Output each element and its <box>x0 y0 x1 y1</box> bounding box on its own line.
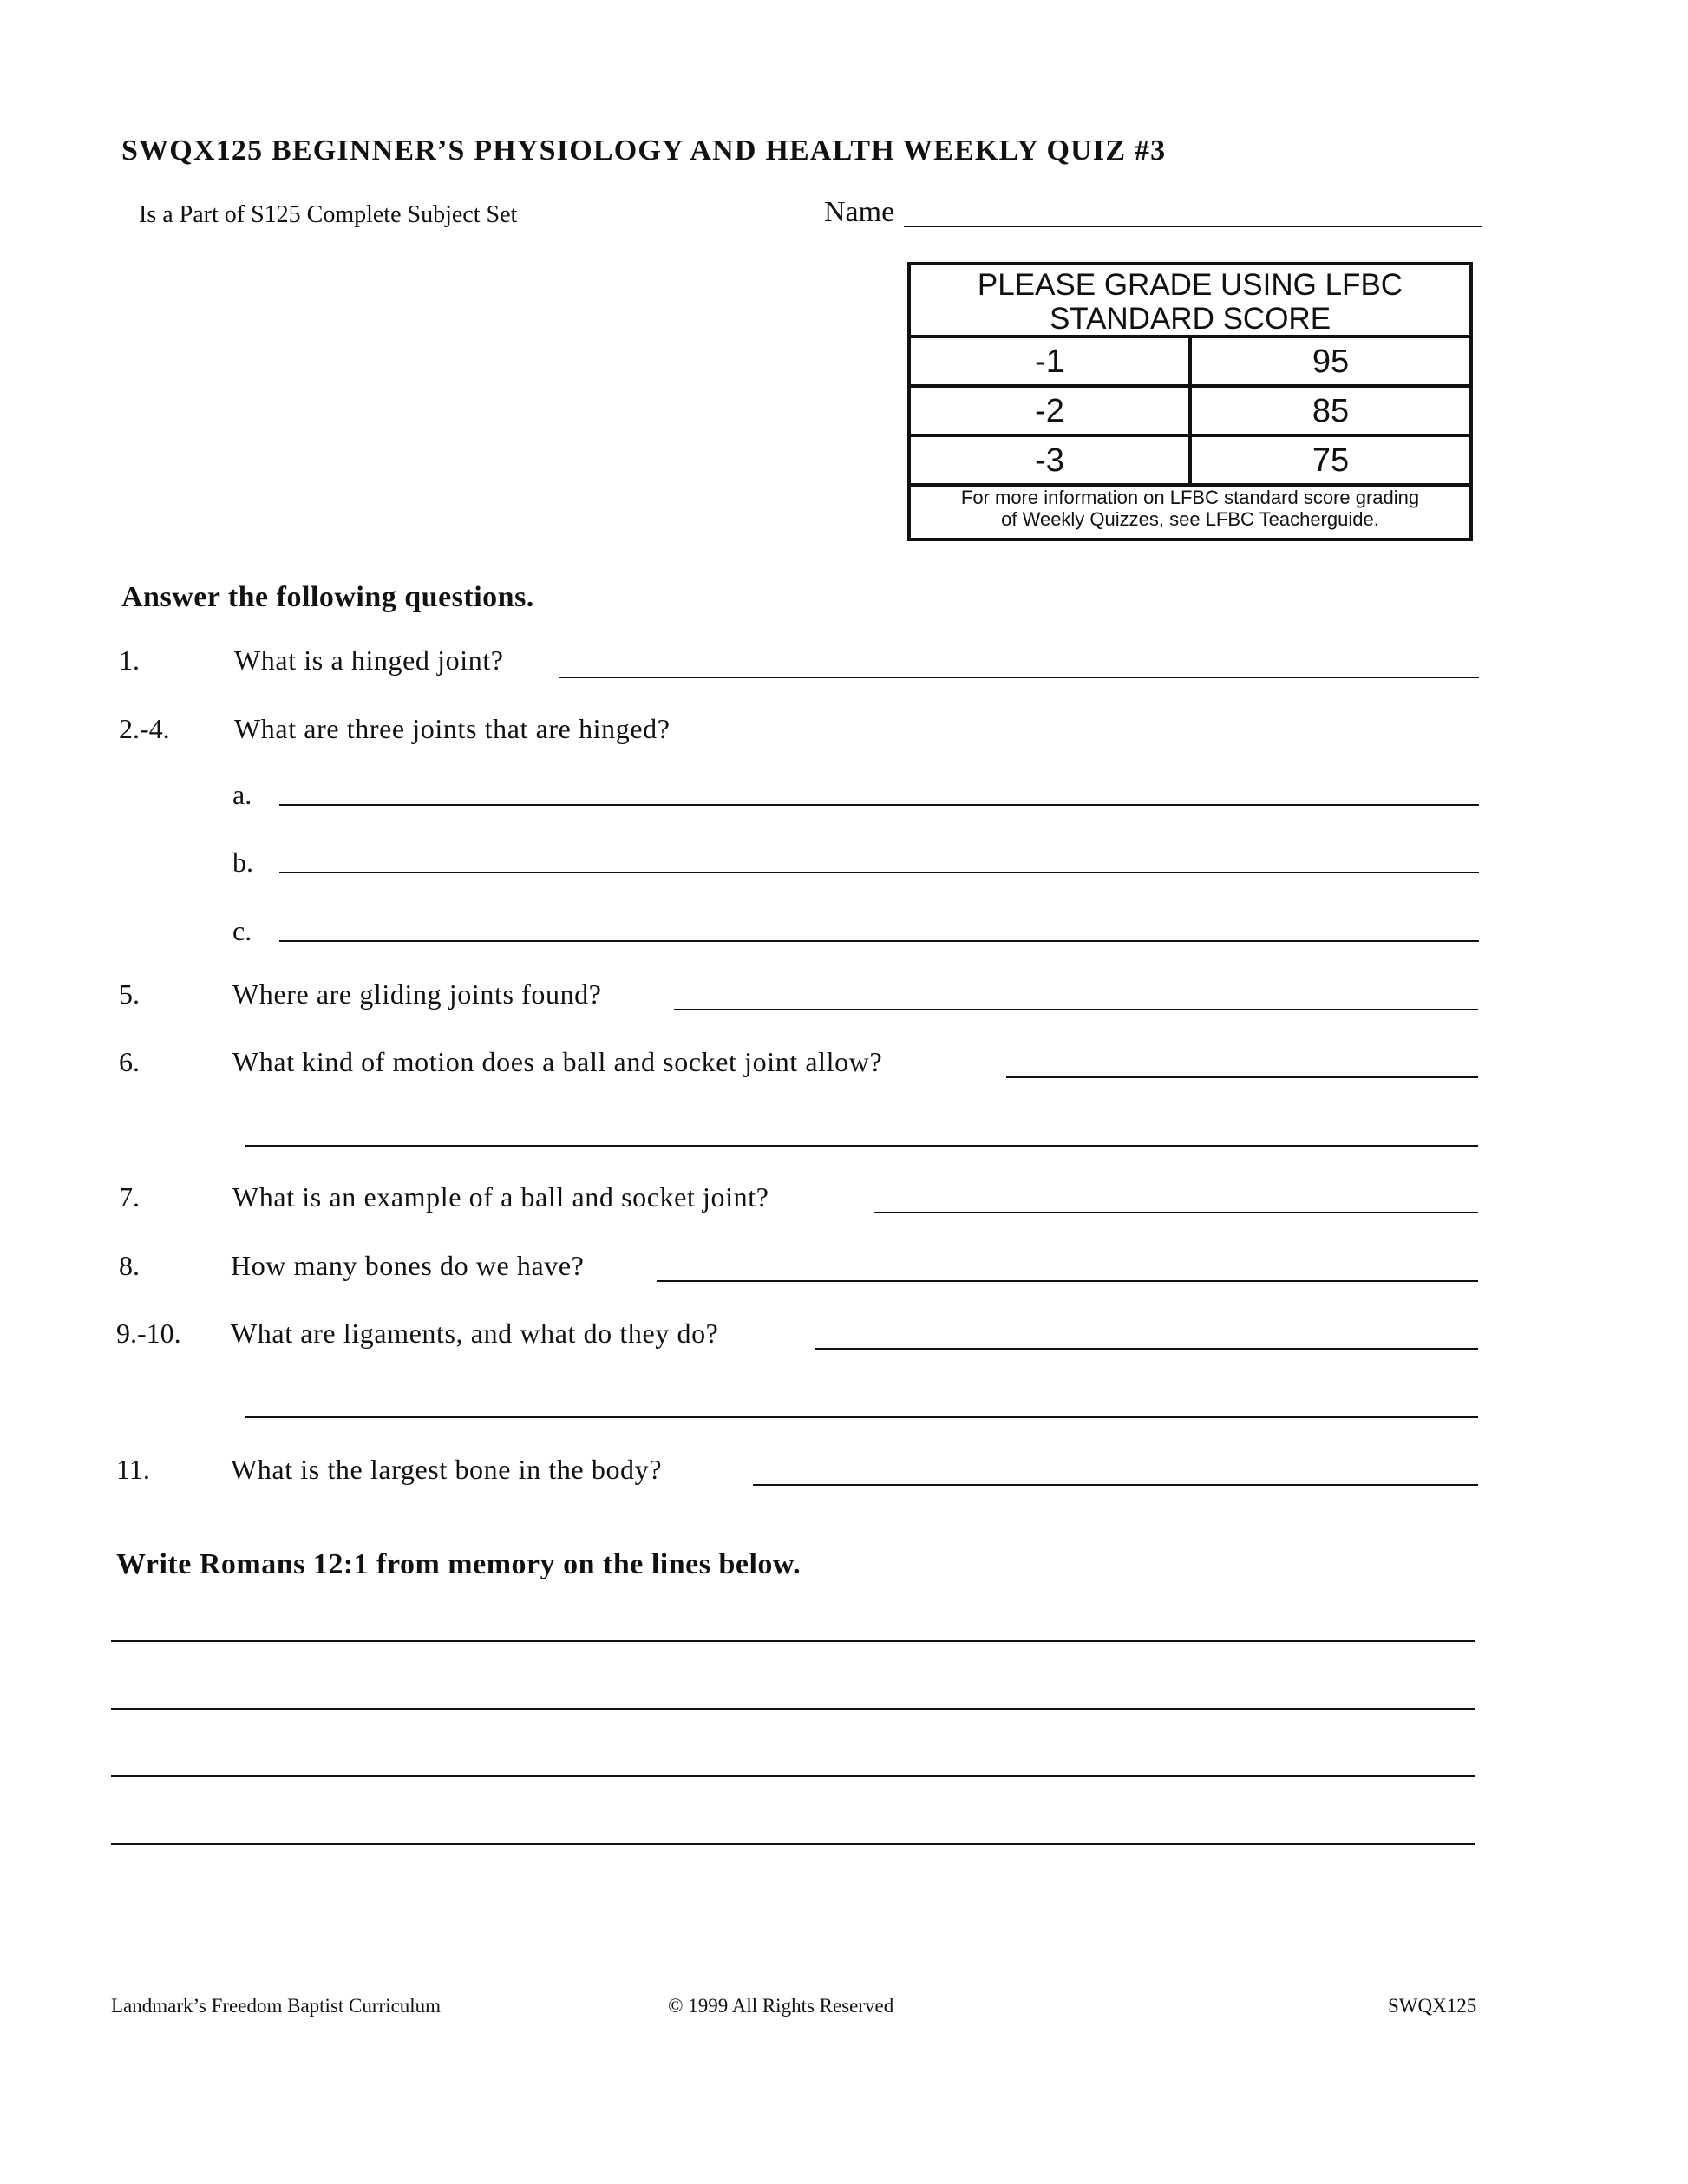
answer-line[interactable] <box>674 1009 1478 1010</box>
answer-line[interactable] <box>245 1416 1478 1418</box>
grading-heading <box>911 265 1469 338</box>
page-subtitle: Is a Part of S125 Complete Subject Set <box>139 201 518 228</box>
question-number: 8. <box>119 1250 140 1281</box>
question-number: 2.-4. <box>119 713 170 744</box>
question-text: What is the largest bone in the body? <box>231 1454 663 1485</box>
footer-publisher: Landmark’s Freedom Baptist Curriculum <box>111 1995 442 2017</box>
question-text: What is a hinged joint? <box>234 644 504 676</box>
name-answer-line[interactable] <box>904 226 1482 227</box>
answer-line[interactable] <box>753 1484 1478 1486</box>
memory-verse-line[interactable] <box>111 1640 1475 1642</box>
grading-score-cell: 95 <box>1312 343 1350 380</box>
answer-line[interactable] <box>657 1280 1478 1282</box>
grading-row <box>911 338 1469 388</box>
page-title: SWQX125 BEGINNER’S PHYSIOLOGY AND HEALTH WEEKLY QUIZ #3 <box>121 134 1167 167</box>
answer-line[interactable] <box>279 940 1479 942</box>
grading-row <box>911 437 1469 487</box>
grading-heading-line2: STANDARD SCORE <box>1049 302 1331 336</box>
grading-score-cell: 75 <box>1312 442 1350 479</box>
footer-code: SWQX125 <box>1388 1995 1477 2017</box>
grading-row <box>911 388 1469 437</box>
memory-verse-heading: Write Romans 12:1 from memory on the lines below. <box>116 1548 801 1580</box>
answer-line[interactable] <box>1006 1076 1478 1078</box>
question-text: What is an example of a ball and socket joint? <box>232 1181 769 1213</box>
answer-line[interactable] <box>245 1145 1478 1147</box>
answer-line[interactable] <box>815 1348 1478 1350</box>
questions-heading: Answer the following questions. <box>121 581 534 613</box>
question-number: 11. <box>116 1454 150 1485</box>
question-number: 1. <box>119 644 140 676</box>
question-number: 5. <box>119 978 140 1010</box>
answer-line[interactable] <box>874 1212 1478 1213</box>
grading-table <box>907 262 1473 541</box>
grading-heading-line1: PLEASE GRADE USING LFBC <box>977 268 1403 302</box>
memory-verse-line[interactable] <box>111 1775 1475 1777</box>
sub-item-label: b. <box>232 847 253 878</box>
question-text: What are ligaments, and what do they do? <box>231 1318 719 1349</box>
answer-line[interactable] <box>559 677 1479 678</box>
grading-note-line2: of Weekly Quizzes, see LFBC Teacherguide. <box>1001 508 1379 530</box>
footer-copyright: © 1999 All Rights Reserved <box>668 1995 894 2017</box>
grading-note-line1: For more information on LFBC standard score grading <box>960 487 1420 508</box>
question-text: How many bones do we have? <box>231 1250 585 1281</box>
question-text: Where are gliding joints found? <box>232 978 602 1010</box>
question-text: What are three joints that are hinged? <box>234 713 671 744</box>
name-label: Name <box>824 196 895 228</box>
grading-missed-cell: -1 <box>911 338 1192 384</box>
answer-line[interactable] <box>279 872 1479 873</box>
answer-line[interactable] <box>279 804 1479 806</box>
sub-item-label: a. <box>232 779 252 810</box>
question-number: 7. <box>119 1181 140 1213</box>
sub-item-label: c. <box>232 915 252 946</box>
question-number: 9.-10. <box>116 1318 181 1349</box>
grading-missed-cell: -3 <box>911 437 1192 483</box>
grading-score-cell: 85 <box>1312 393 1350 429</box>
memory-verse-line[interactable] <box>111 1843 1475 1845</box>
question-number: 6. <box>119 1046 140 1077</box>
grading-missed-cell: -2 <box>911 388 1192 434</box>
memory-verse-line[interactable] <box>111 1708 1475 1710</box>
grading-note <box>911 487 1469 530</box>
question-text: What kind of motion does a ball and socket joint allow? <box>232 1046 883 1077</box>
